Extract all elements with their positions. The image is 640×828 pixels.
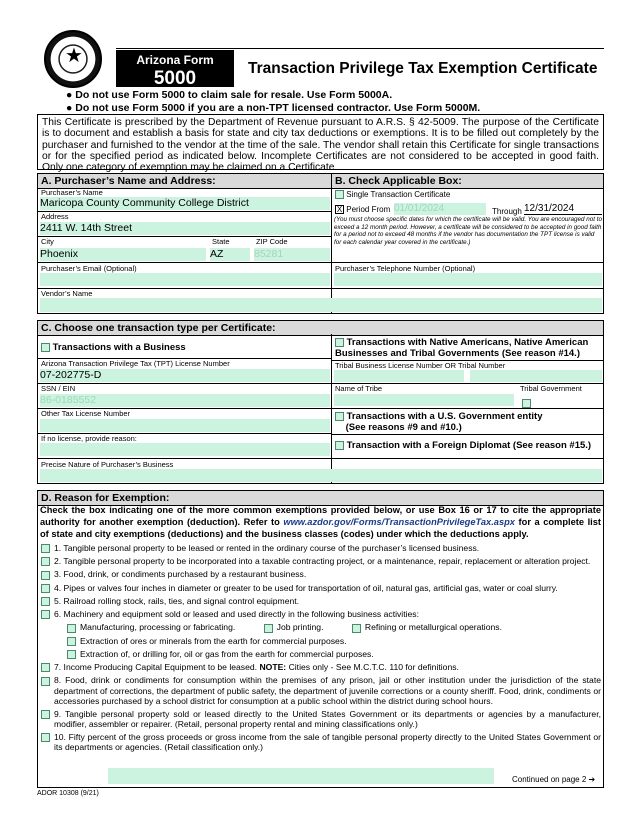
nature-label: Precise Nature of Purchaser’s Business: [41, 460, 174, 469]
sub-checkbox[interactable]: [352, 624, 361, 633]
intro-paragraph: This Certificate is prescribed by the Department of Revenue pursuant to A.R.S. § 42-5009. The purpose of the Certificate is to document and establish a basis for state and city tax deductions or exemptions. It is to be filled out completely by the purchaser and furnished to the vendor at the time of the sale. The vendor shall retain this Certificate for single transactions or for the specified period as indicated below. Incomplete Certificates are not considered to be accepted in good faith. Only one category of exemption may be claimed on a Certificate.: [37, 114, 604, 170]
section-a-heading: A. Purchaser’s Name and Address:: [37, 173, 332, 189]
form-number-box: [116, 50, 234, 87]
sub-checkbox[interactable]: [67, 650, 76, 659]
other-license-field[interactable]: [40, 419, 330, 432]
city-label: City: [41, 237, 54, 246]
sub-refine[interactable]: Refining or metallurgical operations.: [352, 622, 502, 632]
arizona-state-seal: [44, 30, 102, 88]
divider: [331, 173, 332, 314]
sub-oil[interactable]: Extraction of, or drilling for, oil or gas from the earth for commercial purposes.: [41, 649, 601, 659]
divider: [331, 408, 604, 409]
single-transaction-option[interactable]: Single Transaction Certificate: [335, 190, 450, 199]
email-label: Purchaser’s Email (Optional): [41, 264, 137, 273]
sub-ores[interactable]: Extraction of ores or minerals from the earth for commercial purposes.: [41, 636, 601, 646]
reason-6-sub-row: [41, 622, 601, 632]
state-label: State: [212, 237, 230, 246]
period-option[interactable]: X Period From: [336, 205, 391, 215]
period-note: (You must choose specific dates for which the certificate will be valid. You are encouraged not to exceed a 12 month period. However, a certificate will be considered to be accepted in good faith for a period not to exceed 48 months if the vendor has documentation the TPT license is valid for each calendar year covered in the certificate.): [334, 216, 603, 246]
reason-10-field[interactable]: [108, 768, 494, 784]
through-date-field[interactable]: 12/31/2024: [524, 203, 602, 215]
no-license-label: If no license, provide reason:: [41, 434, 137, 443]
other-license-label: Other Tax License Number: [41, 409, 131, 418]
section-b-heading: B. Check Applicable Box:: [331, 173, 604, 189]
tribal-license-field[interactable]: [334, 370, 464, 382]
business-checkbox[interactable]: [41, 343, 50, 352]
reason-3[interactable]: 3. Food, drink, or condiments purchased by a restaurant business.: [41, 569, 601, 579]
address-field[interactable]: 2411 W. 14th Street: [40, 222, 330, 235]
divider: [37, 288, 604, 289]
tribe-name-field[interactable]: [334, 394, 514, 406]
sub-checkbox[interactable]: [264, 624, 273, 633]
diplomat-option[interactable]: Transaction with a Foreign Diplomat (See reason #15.): [335, 440, 591, 451]
no-license-field[interactable]: [40, 443, 330, 456]
ssn-ein-field[interactable]: 86-0185552: [40, 394, 330, 407]
forms-link[interactable]: www.azdor.gov/Forms/TransactionPrivilegeTax.aspx: [283, 517, 515, 527]
native-checkbox[interactable]: [335, 338, 344, 347]
reason-checkbox[interactable]: [41, 710, 50, 719]
page-title: Transaction Privilege Tax Exemption Certificate: [248, 60, 598, 77]
single-transaction-checkbox[interactable]: [335, 190, 344, 199]
reason-checkbox[interactable]: [41, 571, 50, 580]
divider: [37, 383, 331, 384]
reason-checkbox[interactable]: [41, 597, 50, 606]
tpt-label: Arizona Transaction Privilege Tax (TPT) License Number: [41, 359, 230, 368]
phone-label: Purchaser’s Telephone Number (Optional): [335, 264, 476, 273]
tribal-gov-checkbox[interactable]: [522, 399, 531, 408]
ssn-label: SSN / EIN: [41, 384, 76, 393]
sub-job[interactable]: Job printing.: [264, 622, 324, 632]
tribe-name-label: Name of Tribe: [335, 384, 383, 393]
address-label: Address: [41, 212, 69, 221]
business-option[interactable]: Transactions with a Business: [41, 342, 186, 353]
tribal-number-field[interactable]: [470, 370, 602, 382]
divider: [331, 434, 604, 435]
usgov-checkbox[interactable]: [335, 412, 344, 421]
reason-4[interactable]: 4. Pipes or valves four inches in diameter or greater to be used for transportation of oil, natural gas, artificial gas, water or coal slurry.: [41, 583, 601, 593]
city-field[interactable]: Phoenix: [40, 248, 206, 261]
usgov-option[interactable]: Transactions with a U.S. Government entity (See reasons #9 and #10.): [335, 411, 543, 433]
section-c-heading: C. Choose one transaction type per Certificate:: [37, 320, 604, 336]
reason-10[interactable]: 10. Fifty percent of the gross proceeds or gross income from the sale of tangible personal property directly to the United States Government or its departments or agencies. (Retail classification only.): [41, 732, 601, 752]
section-d-intro: Check the box indicating one of the more common exemptions provided below, or use Box 16 or 17 to cite the appropriate authority for another exemption (deduction). Refer to www.azdor.gov/Forms/TransactionPrivilegeTax.aspx for a complete list of state and city exemptions (deductions) and the business classes (codes) under which the deductions apply.: [40, 505, 602, 539]
phone-field[interactable]: [334, 273, 602, 286]
state-field[interactable]: AZ: [210, 248, 250, 261]
divider: [331, 334, 332, 484]
native-option[interactable]: Transactions with Native Americans, Native American Businesses and Tribal Governments (See reason #14.): [335, 337, 589, 359]
form-code: ADOR 10308 (9/21): [37, 790, 99, 797]
purchaser-name-field[interactable]: Maricopa County Community College District: [40, 197, 330, 210]
reason-list: [41, 543, 601, 752]
continued-note: Continued on page 2 ➔: [512, 775, 596, 784]
section-d-heading: D. Reason for Exemption:: [37, 490, 604, 506]
form-label: Arizona Form: [136, 53, 214, 67]
reason-checkbox[interactable]: [41, 584, 50, 593]
sub-checkbox[interactable]: [67, 637, 76, 646]
bullet-item: ● Do not use Form 5000 to claim sale for resale. Use Form 5000A.: [66, 89, 393, 101]
reason-9[interactable]: 9. Tangible personal property sold or leased directly to the United States Government or its departments or agencies by a manufacturer, modifier, assembler or repairer. (Retail, personal property rental and mining classifications only.): [41, 709, 601, 729]
form-number: 5000: [153, 68, 197, 89]
tribal-license-label: Tribal Business License Number OR Tribal Number: [335, 361, 506, 370]
sub-mfg[interactable]: Manufacturing, processing or fabricating.: [67, 622, 235, 632]
reason-checkbox[interactable]: [41, 557, 50, 566]
reason-1[interactable]: 1. Tangible personal property to be leased or rented in the ordinary course of the purchaser’s licensed business.: [41, 543, 601, 553]
name-label: Purchaser’s Name: [41, 188, 103, 197]
divider: [37, 262, 604, 263]
zip-field[interactable]: 85281: [254, 248, 330, 261]
star-icon: ★: [65, 45, 83, 67]
from-date-field[interactable]: 01/01/2024: [394, 203, 486, 215]
reason-checkbox[interactable]: [41, 677, 50, 686]
bullet-list: [66, 89, 480, 115]
title-rule: [116, 48, 604, 49]
diplomat-checkbox[interactable]: [335, 441, 344, 450]
reason-2[interactable]: 2. Tangible personal property to be incorporated into a taxable contracting project, or a maintenance, repair, replacement or alteration project.: [41, 556, 601, 566]
divider: [37, 211, 331, 212]
tpt-license-field[interactable]: 07-202775-D: [40, 369, 330, 382]
reason-checkbox[interactable]: [41, 663, 50, 672]
vendor-label: Vendor’s Name: [41, 289, 93, 298]
reason-checkbox[interactable]: [41, 610, 50, 619]
reason-checkbox[interactable]: [41, 544, 50, 553]
email-field[interactable]: [40, 273, 330, 286]
reason-7[interactable]: 7. Income Producing Capital Equipment to be leased. NOTE: Cities only - See M.C.T.C. 110 for definitions.: [41, 662, 601, 672]
vendor-name-field[interactable]: [40, 298, 602, 312]
bullet-item: ● Do not use Form 5000 if you are a non-TPT licensed contractor. Use Form 5000M.: [66, 102, 481, 114]
sub-checkbox[interactable]: [67, 624, 76, 633]
zip-label: ZIP Code: [256, 237, 288, 246]
period-checkbox[interactable]: X: [336, 205, 343, 215]
reason-5[interactable]: 5. Railroad rolling stock, rails, ties, and signal control equipment.: [41, 596, 601, 606]
tribal-gov-label: Tribal Government: [520, 384, 582, 393]
nature-field[interactable]: [40, 469, 602, 482]
reason-checkbox[interactable]: [41, 733, 50, 742]
through-label: Through: [492, 207, 522, 216]
divider: [37, 458, 604, 459]
reason-6[interactable]: 6. Machinery and equipment sold or leased and used directly in the following business activities:: [41, 609, 601, 619]
reason-8[interactable]: 8. Food, drink or condiments for consumption within the premises of any prison, jail or other institution under the jurisdiction of the state department of corrections, the department of public safety, the department of juvenile corrections or a county sheriff. Food, drink, condiments or accessories purchased by a school district for consumption at a public school within the district during school hours.: [41, 675, 601, 705]
